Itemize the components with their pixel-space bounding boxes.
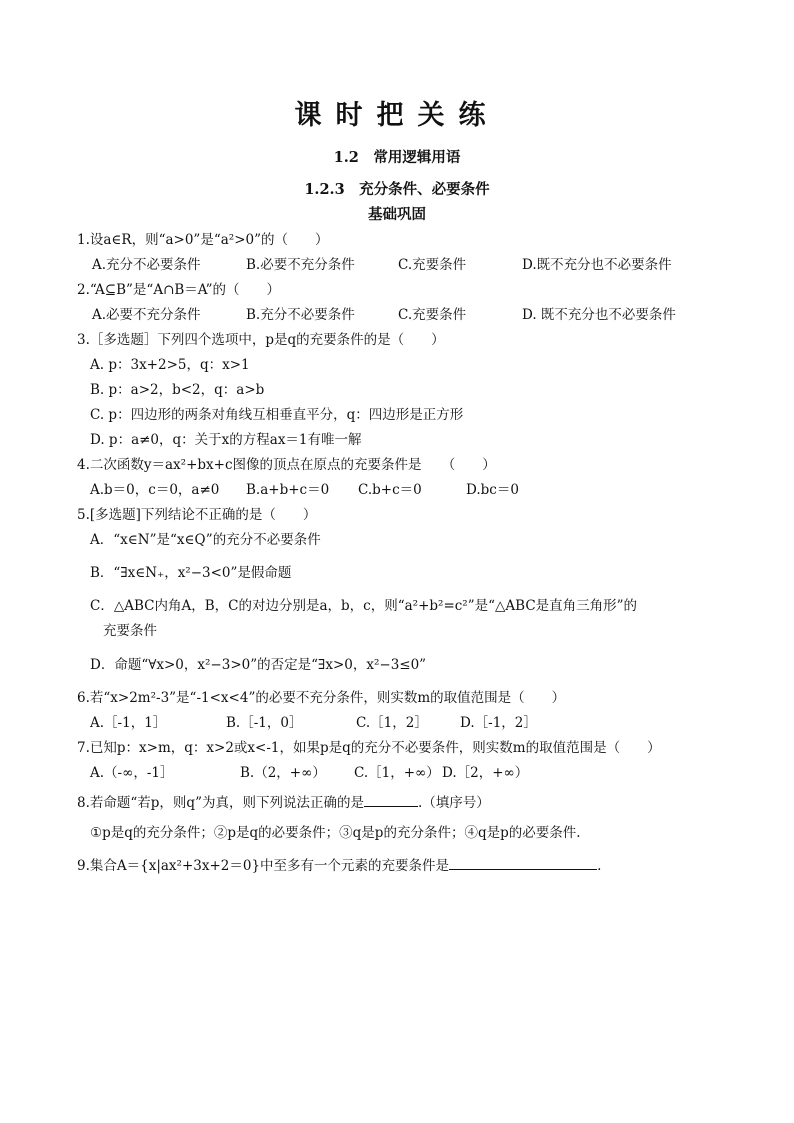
- option-d: D.bc＝0: [466, 482, 519, 498]
- question-8-stem-text: 8.若命题“若p，则q”为真，则下列说法正确的是: [77, 795, 364, 811]
- question-8-answer-blank[interactable]: [364, 792, 418, 807]
- question-5-option-c-continued: 充要条件: [103, 623, 157, 639]
- question-5-option-a: A．“x∈N”是“x∈Q”的充分不必要条件: [90, 532, 321, 548]
- question-6-stem: 6.若“x>2m²-3”是“-1<x<4”的必要不充分条件，则实数m的取值范围是（ ）: [77, 690, 566, 706]
- option-c: C.充要条件: [398, 307, 467, 323]
- question-3-option-d: D. p：a≠0，q：关于x的方程ax＝1有唯一解: [90, 432, 362, 448]
- question-9-stem-suffix: .: [597, 858, 602, 874]
- question-3-option-a: A. p：3x+2>5，q：x>1: [90, 357, 250, 373]
- option-a: A.b＝0，c＝0，a≠0: [90, 482, 220, 498]
- question-9-stem-text: 9.集合A＝{x|ax²+3x+2＝0}中至多有一个元素的充要条件是: [77, 858, 450, 874]
- option-b: B.（2，+∞）: [240, 765, 326, 781]
- option-d: D. 既不充分也不必要条件: [522, 307, 676, 323]
- option-a: A.充分不必要条件: [92, 257, 201, 273]
- page-title: 课时把关练: [294, 100, 500, 131]
- option-b: B.充分不必要条件: [246, 307, 355, 323]
- question-8-stem-suffix: .（填序号）: [417, 795, 490, 811]
- option-c: C.充要条件: [398, 257, 467, 273]
- question-1-stem: 1.设a∈R，则“a>0”是“a²>0”的（ ）: [77, 232, 329, 248]
- option-d: D.［2，+∞）: [442, 765, 529, 781]
- question-5-option-c: C．△ABC内角A，B，C的对边分别是a，b，c，则“a²+b²=c²”是“△ABC是直角三角形”的: [90, 598, 638, 614]
- option-b: B.a+b+c＝0: [246, 482, 330, 498]
- level-heading: 基础巩固: [368, 206, 426, 223]
- question-2-stem: 2.“A⊆B”是“A∩B＝A”的（ ）: [77, 282, 280, 298]
- option-d: D.［-1，2］: [460, 715, 537, 731]
- option-c: C.［1，2］: [356, 715, 428, 731]
- question-8-choices: ①p是q的充分条件；②p是q的必要条件；③q是p的充分条件；④q是p的必要条件.: [90, 825, 581, 841]
- question-3-option-c: C. p：四边形的两条对角线互相垂直平分，q：四边形是正方形: [90, 407, 464, 423]
- question-5-option-b: B．“∃x∈N₊，x²−3<0”是假命题: [90, 565, 292, 581]
- subsection-heading: 1.2.3 充分条件、必要条件: [304, 181, 490, 198]
- question-3-option-b: B. p：a>2，b<2，q：a>b: [90, 382, 265, 398]
- question-7-stem: 7.已知p：x>m，q：x>2或x<-1，如果p是q的充分不必要条件，则实数m的取值范围是（ ）: [77, 740, 661, 756]
- question-8-stem: [77, 792, 490, 812]
- option-a: A.必要不充分条件: [92, 307, 201, 323]
- question-3-stem: 3.［多选题］下列四个选项中，p是q的充要条件的是（ ）: [77, 332, 445, 348]
- question-5-stem: 5.[多选题]下列结论不正确的是（ ）: [77, 507, 317, 523]
- question-9-answer-blank[interactable]: [449, 855, 597, 870]
- option-a: A.［-1，1］: [90, 715, 167, 731]
- section-heading: 1.2 常用逻辑用语: [333, 149, 461, 166]
- option-c: C.b+c＝0: [358, 482, 422, 498]
- question-5-option-d: D．命题“∀x>0，x²−3>0”的否定是“∃x>0，x²−3≤0”: [90, 657, 427, 673]
- option-b: B.［-1，0］: [226, 715, 303, 731]
- option-d: D.既不充分也不必要条件: [522, 257, 672, 273]
- option-c: C.［1，+∞）: [354, 765, 440, 781]
- question-9-stem: [77, 855, 601, 875]
- option-b: B.必要不充分条件: [246, 257, 355, 273]
- option-a: A.（-∞，-1］: [90, 765, 174, 781]
- question-4-stem: 4.二次函数y＝ax²+bx+c图像的顶点在原点的充要条件是 （ ）: [77, 457, 496, 473]
